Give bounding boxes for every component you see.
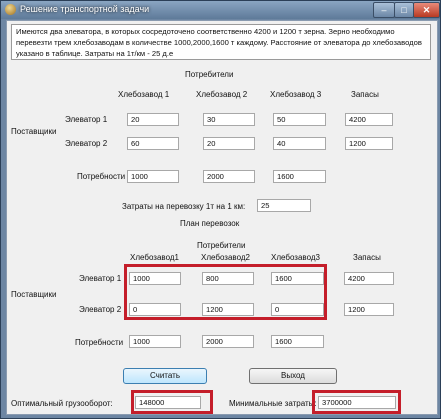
calculate-button[interactable]: Считать [123,368,207,384]
title-bar[interactable] [1,1,440,19]
plan-need-b2-output[interactable]: 2000 [202,335,254,348]
minimize-icon: – [381,5,387,15]
need-b2-input[interactable]: 2000 [203,170,255,183]
stock-e1-input[interactable]: 4200 [345,113,393,126]
input-suppliers-label: Поставщики [11,127,57,136]
optimal-turnover-label: Оптимальный грузооборот: [11,399,113,408]
input-row1-label: Элеватор 1 [65,115,108,124]
input-header-stocks: Запасы [351,90,379,99]
close-button[interactable] [413,2,440,18]
plan-stock-e1-output[interactable]: 4200 [344,272,394,285]
maximize-button[interactable] [394,2,414,18]
exit-button[interactable]: Выход [249,368,337,384]
app-icon [5,4,16,15]
need-b3-input[interactable]: 1600 [273,170,326,183]
distance-e2-b1-input[interactable]: 60 [127,137,179,150]
input-row2-label: Элеватор 2 [65,139,108,148]
plan-needs-label: Потребности [75,338,124,347]
plan-e2-b3-output[interactable]: 0 [271,303,324,316]
plan-consumers-title: Потребители [197,241,246,250]
plan-header-bakery2: Хлебозавод2 [201,253,250,262]
plan-header-stocks: Запасы [353,253,381,262]
plan-stock-e2-output[interactable]: 1200 [344,303,394,316]
plan-e1-b2-output[interactable]: 800 [202,272,254,285]
input-header-bakery2: Хлебозавод 2 [196,90,248,99]
plan-e2-b1-output[interactable]: 0 [129,303,181,316]
distance-e1-b2-input[interactable]: 30 [203,113,255,126]
form-client-area [6,20,438,415]
plan-title: План перевозок [180,219,240,228]
plan-header-bakery1: Хлебозавод1 [130,253,179,262]
distance-e2-b2-input[interactable]: 20 [203,137,255,150]
maximize-icon: □ [401,5,407,15]
plan-suppliers-label: Поставщики [11,290,57,299]
plan-need-b1-output[interactable]: 1000 [129,335,181,348]
input-needs-label: Потребности [77,172,126,181]
cost-label: Затраты на перевозку 1т на 1 км: [122,202,246,211]
min-cost-output[interactable]: 3700000 [318,396,396,409]
input-header-bakery1: Хлебозавод 1 [118,90,170,99]
cost-per-ton-km-input[interactable]: 25 [257,199,311,212]
plan-header-bakery3: Хлебозавод3 [271,253,320,262]
plan-e2-b2-output[interactable]: 1200 [202,303,254,316]
plan-row2-label: Элеватор 2 [79,305,122,314]
distance-e1-b1-input[interactable]: 20 [127,113,179,126]
window-title: Решение транспортной задачи [20,4,150,14]
need-b1-input[interactable]: 1000 [127,170,179,183]
plan-e1-b3-output[interactable]: 1600 [271,272,324,285]
problem-description[interactable]: Имеются два элеватора, в которых сосредоточено соответственно 4200 и 1200 т зерна. Зерно необходимо перевезти трем хлебозаводам в количестве 1000,2000,1600 т каждому. Расстояние от элеватора до хлебозаводов указано в таблице. Затраты на 1т/км - 25 д.е [11,24,431,60]
minimize-button[interactable] [373,2,395,18]
input-header-bakery3: Хлебозавод 3 [270,90,322,99]
plan-row1-label: Элеватор 1 [79,274,122,283]
distance-e2-b3-input[interactable]: 40 [273,137,326,150]
close-icon: ✕ [422,5,431,15]
input-consumers-title: Потребители [185,70,234,79]
distance-e1-b3-input[interactable]: 50 [273,113,326,126]
plan-e1-b1-output[interactable]: 1000 [129,272,181,285]
plan-need-b3-output[interactable]: 1600 [271,335,324,348]
stock-e2-input[interactable]: 1200 [345,137,393,150]
optimal-turnover-output[interactable]: 148000 [135,396,201,409]
min-cost-label: Минимальные затраты: [229,399,317,408]
